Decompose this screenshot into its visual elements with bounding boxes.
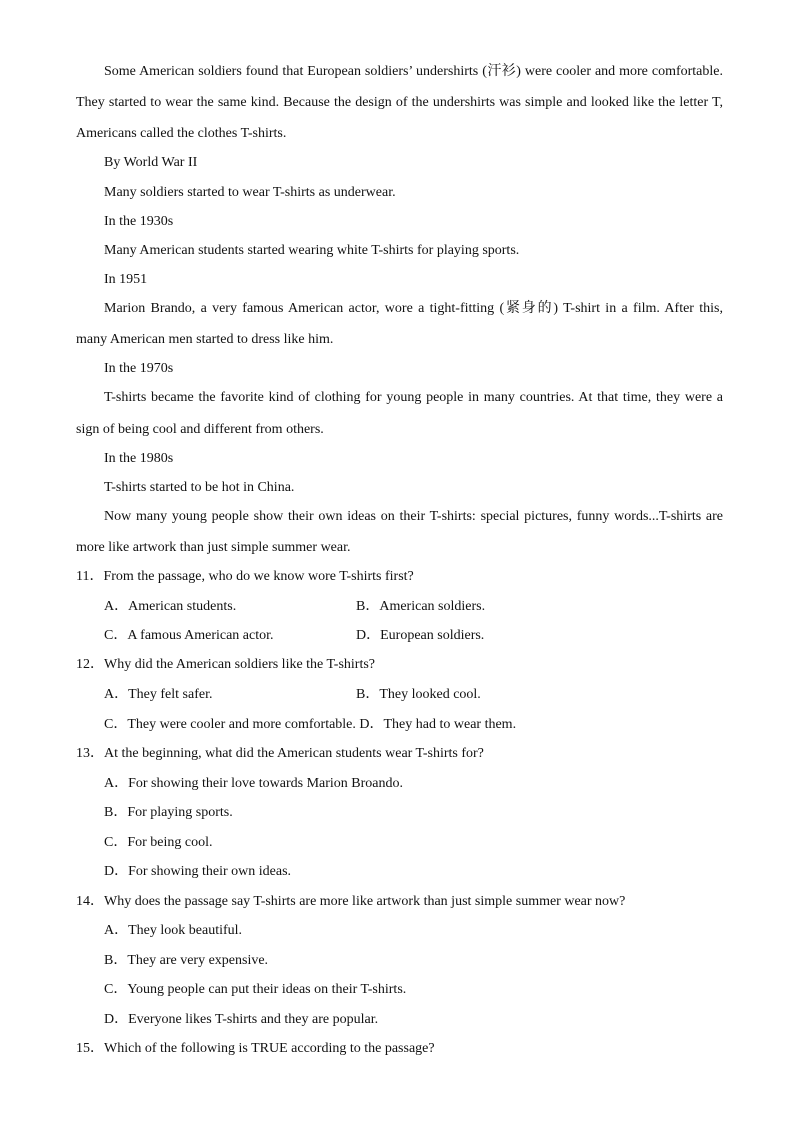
timeline-heading-1980s: In the 1980s — [104, 451, 174, 466]
passage-paragraph-1-line-2: They started to wear the same kind. Because the design of the undershirts was simple and looked like the letter T, — [76, 95, 723, 110]
question-13-option-b: B．For playing sports. — [104, 805, 233, 820]
timeline-heading-ww2: By World War II — [104, 155, 198, 170]
question-12-option-b: B．They looked cool. — [356, 687, 481, 702]
passage-paragraph-1-line-1: Some American soldiers found that European soldiers’ undershirts (汗衫) were cooler and more comfortable. — [104, 64, 723, 79]
question-15-stem: 15．Which of the following is TRUE according to the passage? — [76, 1041, 435, 1056]
question-14-option-a: A．They look beautiful. — [104, 923, 243, 938]
question-13-option-a: A．For showing their love towards Marion Broando. — [104, 776, 404, 791]
question-11-option-c: C．A famous American actor. — [104, 628, 274, 643]
passage-paragraph-1-line-3: Americans called the clothes T-shirts. — [76, 126, 287, 141]
timeline-text-1951-line-2: many American men started to dress like him. — [76, 332, 334, 347]
question-14-stem: 14．Why does the passage say T-shirts are more like artwork than just simple summer wear now? — [76, 894, 626, 909]
timeline-heading-1951: In 1951 — [104, 272, 148, 287]
question-13-option-c: C．For being cool. — [104, 835, 213, 850]
question-13-stem: 13．At the beginning, what did the American students wear T-shirts for? — [76, 746, 484, 761]
question-14-option-c: C．Young people can put their ideas on their T-shirts. — [104, 982, 407, 997]
timeline-heading-1930s: In the 1930s — [104, 214, 174, 229]
question-11-option-b: B．American soldiers. — [356, 599, 486, 614]
question-11-stem: 11．From the passage, who do we know wore T-shirts first? — [76, 569, 414, 584]
question-12-options-c-d: C．They were cooler and more comfortable. D．They had to wear them. — [104, 717, 517, 732]
question-11-option-d: D．European soldiers. — [356, 628, 485, 643]
question-13-option-d: D．For showing their own ideas. — [104, 864, 292, 879]
timeline-text-1980s: T-shirts started to be hot in China. — [104, 480, 295, 495]
timeline-text-1930s: Many American students started wearing white T-shirts for playing sports. — [104, 243, 520, 258]
timeline-text-1970s-line-2: sign of being cool and different from others. — [76, 422, 324, 437]
passage-closing-line-1: Now many young people show their own ideas on their T-shirts: special pictures, funny words...T-shirts are — [104, 509, 723, 524]
question-11-option-a: A．American students. — [104, 599, 237, 614]
question-14-option-d: D．Everyone likes T-shirts and they are popular. — [104, 1012, 379, 1027]
timeline-heading-1970s: In the 1970s — [104, 361, 174, 376]
timeline-text-ww2: Many soldiers started to wear T-shirts as underwear. — [104, 185, 396, 200]
timeline-text-1951-line-1: Marion Brando, a very famous American actor, wore a tight-fitting (紧身的) T-shirt in a film. After this, — [104, 301, 723, 316]
timeline-text-1970s-line-1: T-shirts became the favorite kind of clothing for young people in many countries. At that time, they were a — [104, 390, 723, 405]
question-12-option-a: A．They felt safer. — [104, 687, 213, 702]
question-12-stem: 12．Why did the American soldiers like the T-shirts? — [76, 657, 376, 672]
question-14-option-b: B．They are very expensive. — [104, 953, 269, 968]
passage-closing-line-2: more like artwork than just simple summer wear. — [76, 540, 351, 555]
